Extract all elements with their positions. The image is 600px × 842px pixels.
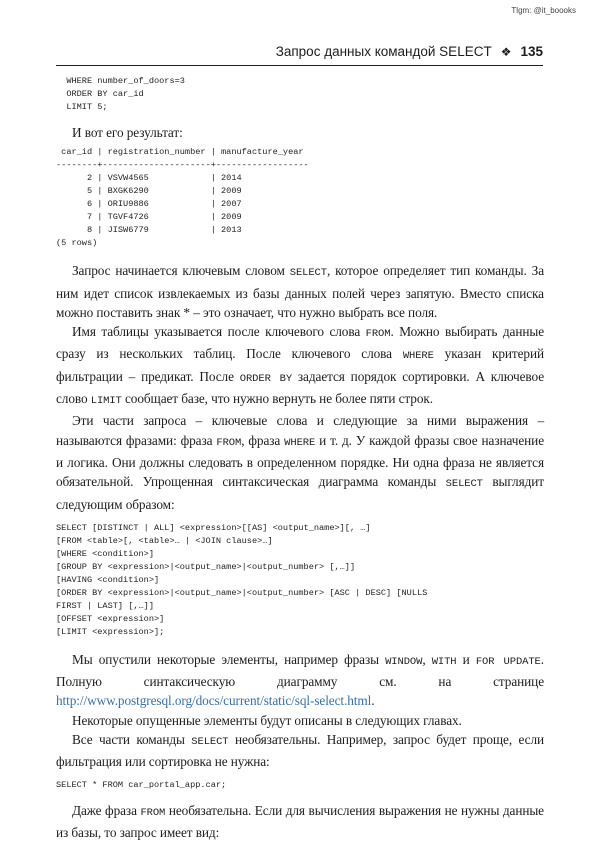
query-result-table: car_id | registration_number | manufacture_year --------+---------------------+------------------ 2 | VSVW4565 | 2014 5 | BXGK6290 | 2009 6 | ORIU9886 | 2007 7 | TGVF4726 | 2009 8 | JISW6779 | 2013 (5 rows) — [56, 147, 309, 249]
paragraph-from-optional: Даже фраза FROM необязательна. Если для вычисления выражения не нужны данные из базы, то запрос имеет вид: — [56, 802, 544, 840]
result-intro: И вот его результат: — [72, 125, 183, 140]
paragraph-optional: Все части команды SELECT необязательны. Например, запрос будет проще, если фильтрация или сортировка не нужна: — [56, 732, 544, 770]
paragraph-select: Запрос начинается ключевым словом SELECT, которое определяет тип команды. За ним идет список извлекаемых из базы данных полей через запятую. Вместо списка можно поставить знак * – это означает, что нужно выбрать все поля. — [56, 263, 544, 320]
postgresql-docs-link[interactable]: http://www.postgresql.org/docs/current/static/sql-select.html — [56, 693, 372, 709]
keyword: WINDOW — [385, 655, 423, 668]
channel-watermark: Tlgm: @it_boooks — [511, 6, 576, 15]
diamond-icon: ❖ — [500, 45, 512, 59]
paragraph-omitted: Мы опустили некоторые элементы, например фразы WINDOW, WITH и FOR UPDATE. Полную синтаксическую диаграмму см. на странице http://www.postgresql.org/docs/current/static/sql-select.html. — [56, 651, 544, 709]
code-block-query-end: WHERE number_of_doors=3 ORDER BY car_id LIMIT 5; — [66, 76, 185, 112]
keyword: FROM — [216, 436, 242, 449]
paragraph-clauses: Эти части запроса – ключевые слова и следующие за ними выражения – называются фразами: фраза FROM, фраза WHERE и т. д. У каждой фразы свое назначение и логика. Они должны следовать в определенном порядке. Ни одна фраза не является обязательной. Упрощенная синтаксическая диаграмма команды SELECT выглядит следующим образом: — [56, 413, 545, 512]
keyword: SELECT — [289, 267, 327, 280]
keyword: FROM — [140, 806, 166, 819]
page-number: 135 — [520, 44, 543, 59]
paragraph-next-chapters: Некоторые опущенные элементы будут описаны в следующих главах. — [72, 712, 462, 728]
code-block-select-all: SELECT * FROM car_portal_app.car; — [56, 779, 227, 790]
keyword: ORDER BY — [239, 372, 293, 385]
paragraph-from: Имя таблицы указывается после ключевого слова FROM. Можно выбирать данные сразу из нескольких таблиц. После ключевого слова WHERE указан критерий фильтрации – предикат. После ORDER BY задается порядок сортировки. А ключевое слово LIMIT сообщает базе, что нужно вернуть не более пяти строк. — [56, 324, 545, 408]
keyword: FROM — [365, 328, 391, 341]
running-header — [56, 44, 543, 66]
keyword: SELECT — [191, 736, 229, 749]
keyword: WITH — [431, 655, 457, 668]
syntax-diagram: SELECT [DISTINCT | ALL] <expression>[[AS] <output_name>][, …] [FROM <table>[, <table>… | <JOIN clause>…] [WHERE <condition>] [GROUP BY <expression>|<output_name>|<output_number> [,…]] [HAVING <condition>] [ORDER BY <expression>|<output_name>|<output_number> [ASC | DESC] [NULLS FIRST | LAST] [,…]] [OFFSET <expression>] [LIMIT <expression>]; — [56, 522, 428, 637]
keyword: FOR UPDATE — [475, 655, 541, 668]
keyword: WHERE — [284, 436, 316, 449]
page-body — [56, 75, 544, 842]
keyword: SELECT — [445, 478, 483, 491]
keyword: LIMIT — [90, 395, 122, 408]
chapter-title: Запрос данных командой SELECT — [275, 44, 492, 59]
keyword: WHERE — [402, 350, 434, 363]
